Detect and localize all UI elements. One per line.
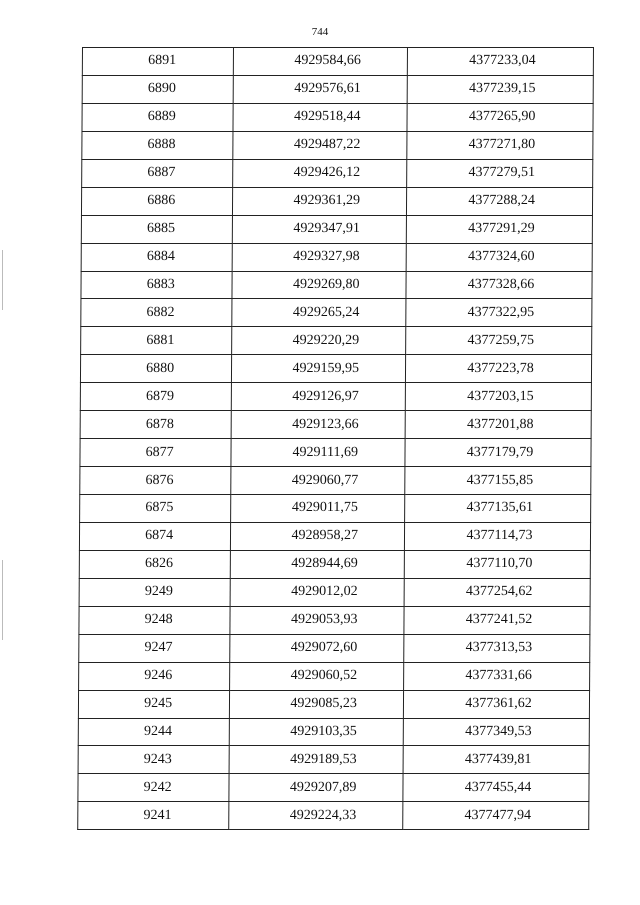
point-id-cell-text: 9249 [144,584,173,600]
y-coordinate-cell [406,215,592,243]
point-id-cell [82,48,234,76]
y-coordinate-cell [407,187,593,215]
point-id-cell [80,383,232,411]
x-coordinate-cell-text: 4929576,61 [294,81,361,97]
point-id-cell [78,774,230,802]
x-coordinate-cell-text: 4929103,35 [290,723,357,739]
point-id-cell [78,718,230,746]
y-coordinate-cell [405,495,591,523]
y-coordinate-cell [405,467,591,495]
x-coordinate-cell [233,187,407,215]
point-id-cell [79,578,231,606]
y-coordinate-cell [407,48,593,76]
point-id-cell-text: 9246 [144,668,173,684]
y-coordinate-cell [406,355,592,383]
x-coordinate-cell-text: 4929060,52 [290,668,358,684]
x-coordinate-cell [233,131,407,159]
x-coordinate-cell-text: 4929207,89 [289,779,357,795]
y-coordinate-cell [404,606,590,634]
point-id-cell [82,103,234,131]
point-id-cell-text: 6878 [145,416,174,432]
point-id-cell-text: 6891 [148,53,177,69]
x-coordinate-cell [232,327,406,355]
y-coordinate-cell [407,103,593,131]
x-coordinate-cell-text: 4929011,75 [291,500,358,516]
x-coordinate-cell [229,746,403,774]
table-row [80,467,591,495]
y-coordinate-cell [407,159,593,187]
point-id-cell [79,634,231,662]
y-coordinate-cell-text: 4377455,44 [464,779,532,795]
y-coordinate-cell-text: 4377179,79 [466,444,534,460]
point-id-cell [78,746,230,774]
table-row [78,718,589,746]
point-id-cell [80,495,232,523]
y-coordinate-cell-text: 4377223,78 [467,360,534,376]
point-id-cell [80,439,232,467]
x-coordinate-cell [231,467,405,495]
point-id-cell-text: 6885 [147,221,176,237]
table-row [80,411,591,439]
x-coordinate-cell [232,355,406,383]
point-id-cell [82,75,234,103]
point-id-cell-text: 9242 [143,779,172,795]
point-id-cell-text: 6883 [146,276,175,292]
point-id-cell-text: 6881 [146,332,175,348]
x-coordinate-cell [231,439,405,467]
x-coordinate-cell [231,522,405,550]
x-coordinate-cell-text: 4929060,77 [291,472,359,488]
point-id-cell-text: 9241 [143,807,172,823]
point-id-cell-text: 6876 [145,472,174,488]
table-row [80,383,591,411]
x-coordinate-cell [229,802,403,830]
y-coordinate-cell [405,411,591,439]
coordinates-table-body [78,48,594,830]
y-coordinate-cell [403,746,589,774]
y-coordinate-cell [405,383,591,411]
point-id-cell [81,299,233,327]
x-coordinate-cell-text: 4929085,23 [290,696,357,712]
y-coordinate-cell-text: 4377241,52 [465,612,533,628]
table-row [80,439,591,467]
table-row [80,355,591,383]
point-id-cell [81,243,233,271]
point-id-cell [81,215,233,243]
y-coordinate-cell-text: 4377324,60 [467,249,535,265]
table-row [81,327,592,355]
x-coordinate-cell-text: 4929053,93 [290,612,358,628]
x-coordinate-cell [234,48,408,76]
x-coordinate-cell-text: 4929224,33 [289,807,357,823]
page-number: 744 [311,26,329,38]
y-coordinate-cell [406,271,592,299]
y-coordinate-cell [407,131,593,159]
y-coordinate-cell-text: 4377135,61 [466,500,534,516]
x-coordinate-cell-text: 4929361,29 [293,193,361,209]
table-row [82,75,593,103]
y-coordinate-cell [404,662,590,690]
table-row [82,103,593,131]
point-id-cell-text: 6884 [146,249,175,265]
x-coordinate-cell-text: 4929584,66 [294,53,361,69]
point-id-cell [78,690,230,718]
x-coordinate-cell-text: 4928944,69 [291,556,358,572]
x-coordinate-cell-text: 4929518,44 [293,109,361,125]
point-id-cell [79,550,231,578]
y-coordinate-cell-text: 4377313,53 [465,640,533,656]
table-row [81,299,592,327]
x-coordinate-cell-text: 4929265,24 [292,304,360,320]
y-coordinate-cell [407,75,593,103]
x-coordinate-cell-text: 4928958,27 [291,528,359,544]
y-coordinate-cell-text: 4377201,88 [466,416,534,432]
y-coordinate-cell-text: 4377259,75 [467,332,535,348]
point-id-cell-text: 6888 [147,137,176,153]
point-id-cell-text: 9247 [144,640,173,656]
y-coordinate-cell [403,802,589,830]
point-id-cell-text: 6886 [147,193,176,209]
y-coordinate-cell-text: 4377271,80 [468,137,536,153]
y-coordinate-cell-text: 4377322,95 [467,304,535,320]
x-coordinate-cell-text: 4929347,91 [293,221,360,237]
x-coordinate-cell-text: 4929111,69 [292,444,359,460]
y-coordinate-cell [404,634,590,662]
point-id-cell [81,327,233,355]
x-coordinate-cell [231,550,405,578]
x-coordinate-cell-text: 4929269,80 [292,276,360,292]
y-coordinate-cell [403,774,589,802]
table-row [79,578,590,606]
table-row [81,271,592,299]
point-id-cell [78,802,230,830]
table-row [81,187,592,215]
y-coordinate-cell-text: 4377288,24 [468,193,535,209]
y-coordinate-cell [406,299,592,327]
x-coordinate-cell-text: 4929426,12 [293,165,361,181]
y-coordinate-cell [404,522,590,550]
x-coordinate-cell [230,634,404,662]
x-coordinate-cell [230,690,404,718]
point-id-cell [82,159,234,187]
x-coordinate-cell-text: 4929123,66 [292,416,359,432]
point-id-cell-text: 6882 [146,304,175,320]
y-coordinate-cell-text: 4377328,66 [467,276,535,292]
point-id-cell-text: 6826 [144,556,174,572]
x-coordinate-cell [231,495,405,523]
x-coordinate-cell [231,411,405,439]
point-id-cell-text: 9244 [143,723,173,739]
point-id-cell [81,271,233,299]
x-coordinate-cell [230,578,404,606]
point-id-cell [79,606,231,634]
scan-edge-mark [2,560,3,640]
point-id-cell-text: 6887 [147,165,176,181]
y-coordinate-cell-text: 4377291,29 [468,221,535,237]
y-coordinate-cell [404,550,590,578]
coordinates-table [77,47,594,830]
y-coordinate-cell-text: 4377254,62 [465,584,533,600]
table-row [79,634,590,662]
table-row [78,802,589,830]
table-row [80,495,591,523]
y-coordinate-cell-text: 4377331,66 [465,668,532,684]
x-coordinate-cell [233,159,407,187]
x-coordinate-cell-text: 4929189,53 [290,751,357,767]
x-coordinate-cell-text: 4929072,60 [290,640,358,656]
point-id-cell [79,522,231,550]
y-coordinate-cell-text: 4377477,94 [464,807,532,823]
x-coordinate-cell-text: 4929126,97 [292,388,359,404]
point-id-cell-text: 6889 [147,109,176,125]
point-id-cell-text: 6880 [146,360,175,376]
y-coordinate-cell-text: 4377239,15 [468,81,536,97]
point-id-cell-text: 6879 [145,388,175,404]
table-row [78,746,589,774]
table-row [82,131,593,159]
x-coordinate-cell [232,383,406,411]
x-coordinate-cell-text: 4929159,95 [292,360,360,376]
y-coordinate-cell-text: 4377233,04 [469,53,536,69]
x-coordinate-cell [230,662,404,690]
table-row [78,690,589,718]
point-id-cell-text: 6890 [147,81,176,97]
table-row [79,662,590,690]
point-id-cell [80,411,232,439]
y-coordinate-cell-text: 4377279,51 [468,165,536,181]
point-id-cell [81,187,233,215]
point-id-cell [80,467,232,495]
x-coordinate-cell [230,718,404,746]
x-coordinate-cell [234,75,408,103]
point-id-cell-text: 6877 [145,444,174,460]
y-coordinate-cell [403,718,589,746]
y-coordinate-cell-text: 4377114,73 [466,528,533,544]
table-row [81,215,592,243]
y-coordinate-cell-text: 4377349,53 [465,723,532,739]
y-coordinate-cell [403,690,589,718]
point-id-cell [80,355,232,383]
x-coordinate-cell-text: 4929487,22 [293,137,361,153]
y-coordinate-cell [406,243,592,271]
point-id-cell-text: 9245 [144,696,173,712]
table-row [79,606,590,634]
x-coordinate-cell [233,103,407,131]
point-id-cell-text: 6875 [145,500,174,516]
table-row [79,550,590,578]
y-coordinate-cell-text: 4377265,90 [468,109,536,125]
y-coordinate-cell [404,578,590,606]
x-coordinate-cell [232,243,406,271]
x-coordinate-cell [230,606,404,634]
scan-edge-mark [2,250,3,310]
point-id-cell-text: 6874 [145,528,174,544]
y-coordinate-cell-text: 4377203,15 [467,388,534,404]
point-id-cell [82,131,234,159]
table-row [79,522,590,550]
table-row [78,774,589,802]
y-coordinate-cell [406,327,592,355]
y-coordinate-cell-text: 4377439,81 [464,751,532,767]
table-row [82,159,593,187]
x-coordinate-cell [229,774,403,802]
table-row [81,243,592,271]
point-id-cell [79,662,231,690]
point-id-cell-text: 9248 [144,612,173,628]
x-coordinate-cell-text: 4929012,02 [291,584,358,600]
x-coordinate-cell [232,299,406,327]
y-coordinate-cell-text: 4377361,62 [465,696,532,712]
y-coordinate-cell-text: 4377155,85 [466,472,534,488]
x-coordinate-cell [232,271,406,299]
y-coordinate-cell-text: 4377110,70 [466,556,533,572]
table-row [82,48,593,76]
x-coordinate-cell [233,215,407,243]
point-id-cell-text: 9243 [143,751,172,767]
y-coordinate-cell [405,439,591,467]
x-coordinate-cell-text: 4929220,29 [292,332,360,348]
x-coordinate-cell-text: 4929327,98 [293,249,360,265]
